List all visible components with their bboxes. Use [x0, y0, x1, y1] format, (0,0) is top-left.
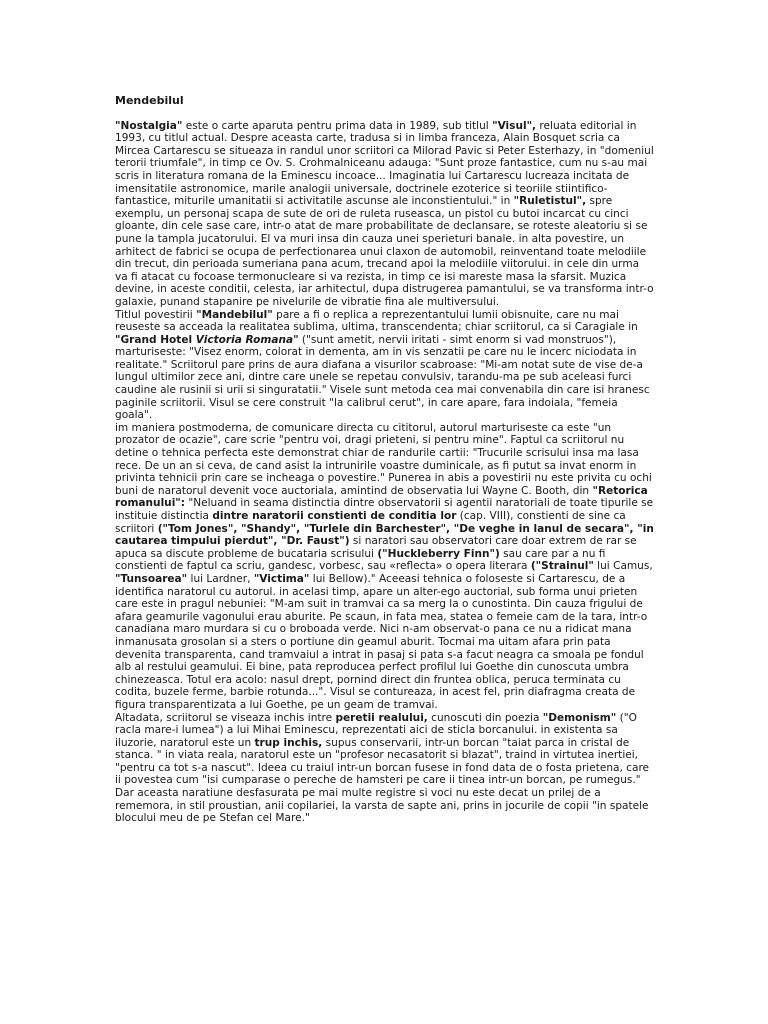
bold-text: "Grand Hotel [115, 333, 196, 346]
text-run: Altadata, scriitorul se viseaza inchis intre [115, 711, 336, 724]
bold-italic-text [196, 334, 293, 346]
text-run: este o carte aparuta pentru prima data in 1989, sub titlul [182, 119, 493, 132]
bold-text: trup inchis, [254, 736, 323, 749]
text-run: lui Camus, [593, 560, 653, 573]
text-run: lui Bellow)." Aceeasi tehnica o foloseste si Cartarescu, de a identifica naratorul cu autorul. in acelasi timp, apare un alter-ego auctorial, sub forma unui prieten care este in pragul nebuniei: "M-am suit in tramvai ca sa merg la o cunostinta. Din cauza frigului de afara geamurile vagonului erau aburite. Pe scaun, in fata mea, statea o femeie cam de la tara, intr-o canadiana maro murdara si cu o broboada verde. Nici n-am observat-o pana ce nu a ridicat mana inmanusata grosolan si a sters o portiune din geamul aburit. Tocmai ma uitam afara prin pata devenita transparenta, cand tramvaiul a intrat in pasaj si pata s-a facut neagra ca smoala pe fondul alb al restului geamului. Ei bine, pata reproducea perfect profilul lui Goethe din cunoscuta umbra chinezeasca. Totul era acolo: nasul drept, pornind direct din fruntea oblica, peruca terminata cu codita, buzele ferme, barbie rotunda...". Visul se contureaza, in acest fel, prin diafragma creata de figura transparentizata a lui Goethe, pe un geam de tramvai. [115, 572, 648, 711]
bold-text: " [293, 333, 299, 346]
paragraph [115, 422, 655, 712]
paragraph [115, 712, 655, 788]
document-title: Mendebilul [115, 94, 184, 107]
bold-text: peretii realului, [335, 711, 428, 724]
paragraph [115, 120, 655, 309]
bold-text: "Victima" [253, 572, 310, 585]
bold-text: "Nostalgia" [115, 119, 183, 132]
bold-text: "Demonism" [542, 711, 617, 724]
document-body [115, 120, 655, 825]
bold-text: dintre naratorii constienti de conditia lor [212, 510, 457, 522]
paragraph [115, 309, 655, 422]
bold-text: "Tunsoarea" [115, 572, 188, 585]
text-run: cunoscuti din poezia [427, 711, 543, 724]
bold-text: "Retorica romanului": [115, 484, 648, 510]
bold-text: ("Huckleberry Finn") [377, 547, 500, 560]
text-run: ("O racla mare-i lumea") a lui Mihai Eminescu, reprezentati aici de sticla borcanului. in existenta sa iluzorie, naratorul este un [115, 711, 637, 749]
text-run: Dar aceasta naratiune desfasurata pe mai multe registre si voci nu este decat un prilej de a rememora, in stil proustian, anii copilariei, la varsta de sapte ani, prins in jocurile de copii "in spatele blocului meu de pe Stefan cel Mare." [115, 787, 649, 825]
text-run: reluata editorial in 1993, cu titlul actual. Despre aceasta carte, tradusa si in limba franceza, Alain Bosquet scria ca Mircea Cartarescu se situeaza in randul unor scriitori ca Milorad Pavic si Peter Esterhazy, in "domeniul terorii triumfale", in timp ce Ov. S. Crohmalniceanu adauga: "Sunt proze fantastice, cum nu s-au mai scris in literatura romana de la Eminescu incoace... Imaginatia lui Cartarescu lucreaza incitata de imensitatile astronomice, marile analogii universale, doctrinele ezoterice si teoriile stiintifico-fantastice, miturile umanitatii si activitatile ascunse ale inconstientului." in [115, 119, 654, 208]
bold-text: "Mandebilul" [196, 308, 273, 321]
bold-text: "Ruletistul", [513, 195, 587, 208]
text-run: "Neluand in seama distinctia dintre observatorii si agentii naratoriali de toate tipurile se instituie distinctia [115, 497, 654, 522]
document-page [115, 95, 655, 825]
text-run: im maniera postmoderna, de comunicare directa cu cititorul, autorul marturiseste ca este "un prozator de ocazie", care scrie "pentru voi, dragi prieteni, si pentru mine". Faptul ca scriitorul nu detine o tehnica perfecta este demonstrat chiar de randurile cartii: "Trucurile scrisului insa ma lasa rece. De un an si ceva, de cand asist la intrunirile voastre duminicale, as fi putut sa invat enorm in privinta tehnicii prin care se incheaga o povestire." Punerea in abis a povestirii nu este privita cu ochi buni de naratorul devenit voce auctoriala, amintind de observatia lui Wayne C. Booth, din [115, 421, 652, 497]
text-run: pare a fi o replica a reprezentantului lumii obisnuite, care nu mai reuseste sa acceada la realitatea sublima, ultima, transcendenta; chiar scriitorul, ca si Caragiale in [115, 308, 638, 334]
text-run: ("sunt ametit, nervii iritati - simt enorm si vad monstruos"), marturiseste: "Visez enorm, colorat in dementa, am in vis senzatii pe care nu le incerc niciodata in realitate." Scriitorul pare prins de aura diafana a visurilor scabroase: "Mi-am notat sute de vise de-a lungul ultimilor zece ani, dintre care unele se repetau convulsiv, tarandu-ma pe sub aceleasi furci caudine ale rusinii si urii si singuratatii." Visele sunt metoda cea mai convenabila din care isi hranesc paginile scriitorii. Visul se cere construit "la calibrul cerut", in care apare, fara indoiala, "femeia goala". [115, 333, 650, 422]
text-run: sau care par a nu fi constienti de faptul ca scriu, gandesc, vorbesc, sau «reflecta» o opera literara [115, 547, 606, 573]
text-run: Titlul povestirii [115, 308, 197, 321]
text-run: lui Lardner, [187, 572, 254, 585]
bold-text: "Visul", [492, 119, 537, 132]
text-run: (cap. VIII), constienti de sine ca scriitori [115, 510, 626, 535]
paragraph [115, 787, 655, 825]
text-run: supus conservarii, intr-un borcan "taiat parca in cristal de stanca. " in viata reala, naratorul este un "profesor necasatorit si blazat", traind in virtutea inertiei, "pentru ca tot s-a nascut". Ideea cu traiul intr-un borcan fusese in fond data de o fosta prietena, care ii povestea cum "isi cumparase o pereche de hamsteri pe care ii tinea intr-un borcan, pe rumegus." [115, 736, 650, 787]
italic-text: Victoria Romana [195, 333, 294, 346]
text-run: si naratori sau observatori care doar extrem de rar se apuca sa discute probleme de bucataria scrisului [115, 535, 637, 560]
bold-text: ("Tom Jones", "Shandy", "Turlele din Barchester", "De veghe in lanul de secara", "in cautarea timpului pierdut", "Dr. Faust") [115, 522, 654, 548]
bold-text: ("Strainul" [530, 560, 594, 573]
text-run: spre exemplu, un personaj scapa de sute de ori de ruleta ruseasca, un pistol cu butoi incarcat cu cinci gloante, din cele sase care, intr-o atat de mare probabilitate de declansare, se roteste aleatoriu si se pune la tampla jucatorului. El va muri insa din cauza unei sperieturi banale. in alta povestire, un arhitect de fabrici se ocupa de perfectionarea unui claxon de automobil, reinventand toate melodiile din trecut, din perioada sumeriana pana acum, trecand apoi la melodiile viitorului. in cele din urma va fi atacat cu focoase termonucleare si va rezista, in timp ce isi mareste masa la sfarsit. Muzica devine, in aceste conditii, celesta, iar arhitectul, dupa distrugerea pamantului, se va transforma intr-o galaxie, punand stapanire pe nivelurile de vibratie fina ale multiversului. [115, 195, 654, 308]
